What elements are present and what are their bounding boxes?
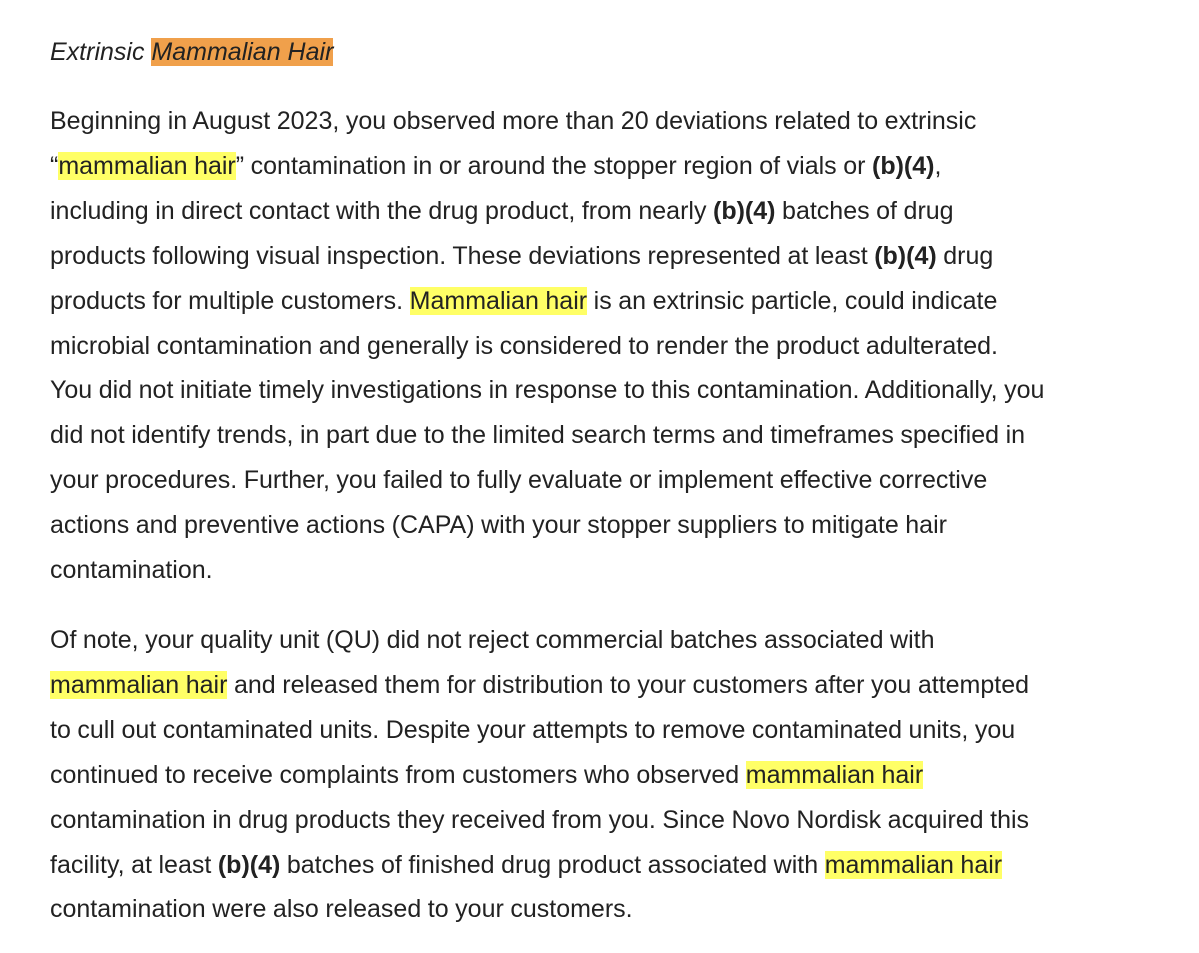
redaction-marker: (b)(4) (874, 241, 937, 270)
text-line: products following visual inspection. These deviations represented at least (b)(4) drug (50, 241, 994, 270)
heading-highlight: Mammalian Hair (151, 38, 334, 66)
text-line: You did not initiate timely investigations in response to this contamination. Additionally, you (50, 376, 1045, 405)
document-body (50, 30, 1190, 932)
text-line: products for multiple customers. Mammalian hair is an extrinsic particle, could indicate (50, 286, 998, 315)
text-line: Of note, your quality unit (QU) did not reject commercial batches associated with (50, 625, 935, 654)
paragraph-2 (50, 618, 1190, 932)
text-line: actions and preventive actions (CAPA) with your stopper suppliers to mitigate hair (50, 511, 947, 540)
text-line: microbial contamination and generally is considered to render the product adulterated. (50, 331, 998, 360)
redaction-marker: (b)(4) (872, 151, 935, 180)
text-line: including in direct contact with the drug product, from nearly (b)(4) batches of drug (50, 196, 954, 225)
heading-lead: Extrinsic (50, 38, 152, 66)
text-line: continued to receive complaints from customers who observed mammalian hair (50, 760, 924, 789)
highlighted-term: mammalian hair (50, 670, 228, 699)
text-line: “mammalian hair” contamination in or around the stopper region of vials or (b)(4), (50, 151, 942, 180)
text-line: mammalian hair and released them for distribution to your customers after you attempted (50, 670, 1030, 699)
section-heading (50, 30, 1190, 74)
text-line: contamination. (50, 556, 213, 585)
text-line: contamination were also released to your customers. (50, 895, 633, 924)
highlighted-term: mammalian hair (58, 151, 236, 180)
redaction-marker: (b)(4) (217, 850, 281, 879)
highlighted-term: mammalian hair (824, 850, 1003, 879)
text-line: your procedures. Further, you failed to fully evaluate or implement effective corrective (50, 466, 988, 495)
text-line: to cull out contaminated units. Despite your attempts to remove contaminated units, you (50, 715, 1016, 744)
highlighted-term: Mammalian hair (409, 286, 588, 315)
redaction-marker: (b)(4) (713, 196, 776, 225)
text-line: facility, at least (b)(4) batches of finished drug product associated with mammalian hair (50, 850, 1003, 879)
text-line: Beginning in August 2023, you observed more than 20 deviations related to extrinsic (50, 107, 977, 135)
text-line: contamination in drug products they received from you. Since Novo Nordisk acquired this (50, 805, 1030, 834)
paragraph-1 (50, 99, 1190, 593)
text-line: did not identify trends, in part due to the limited search terms and timeframes specified in (50, 421, 1026, 450)
highlighted-term: mammalian hair (745, 760, 924, 789)
